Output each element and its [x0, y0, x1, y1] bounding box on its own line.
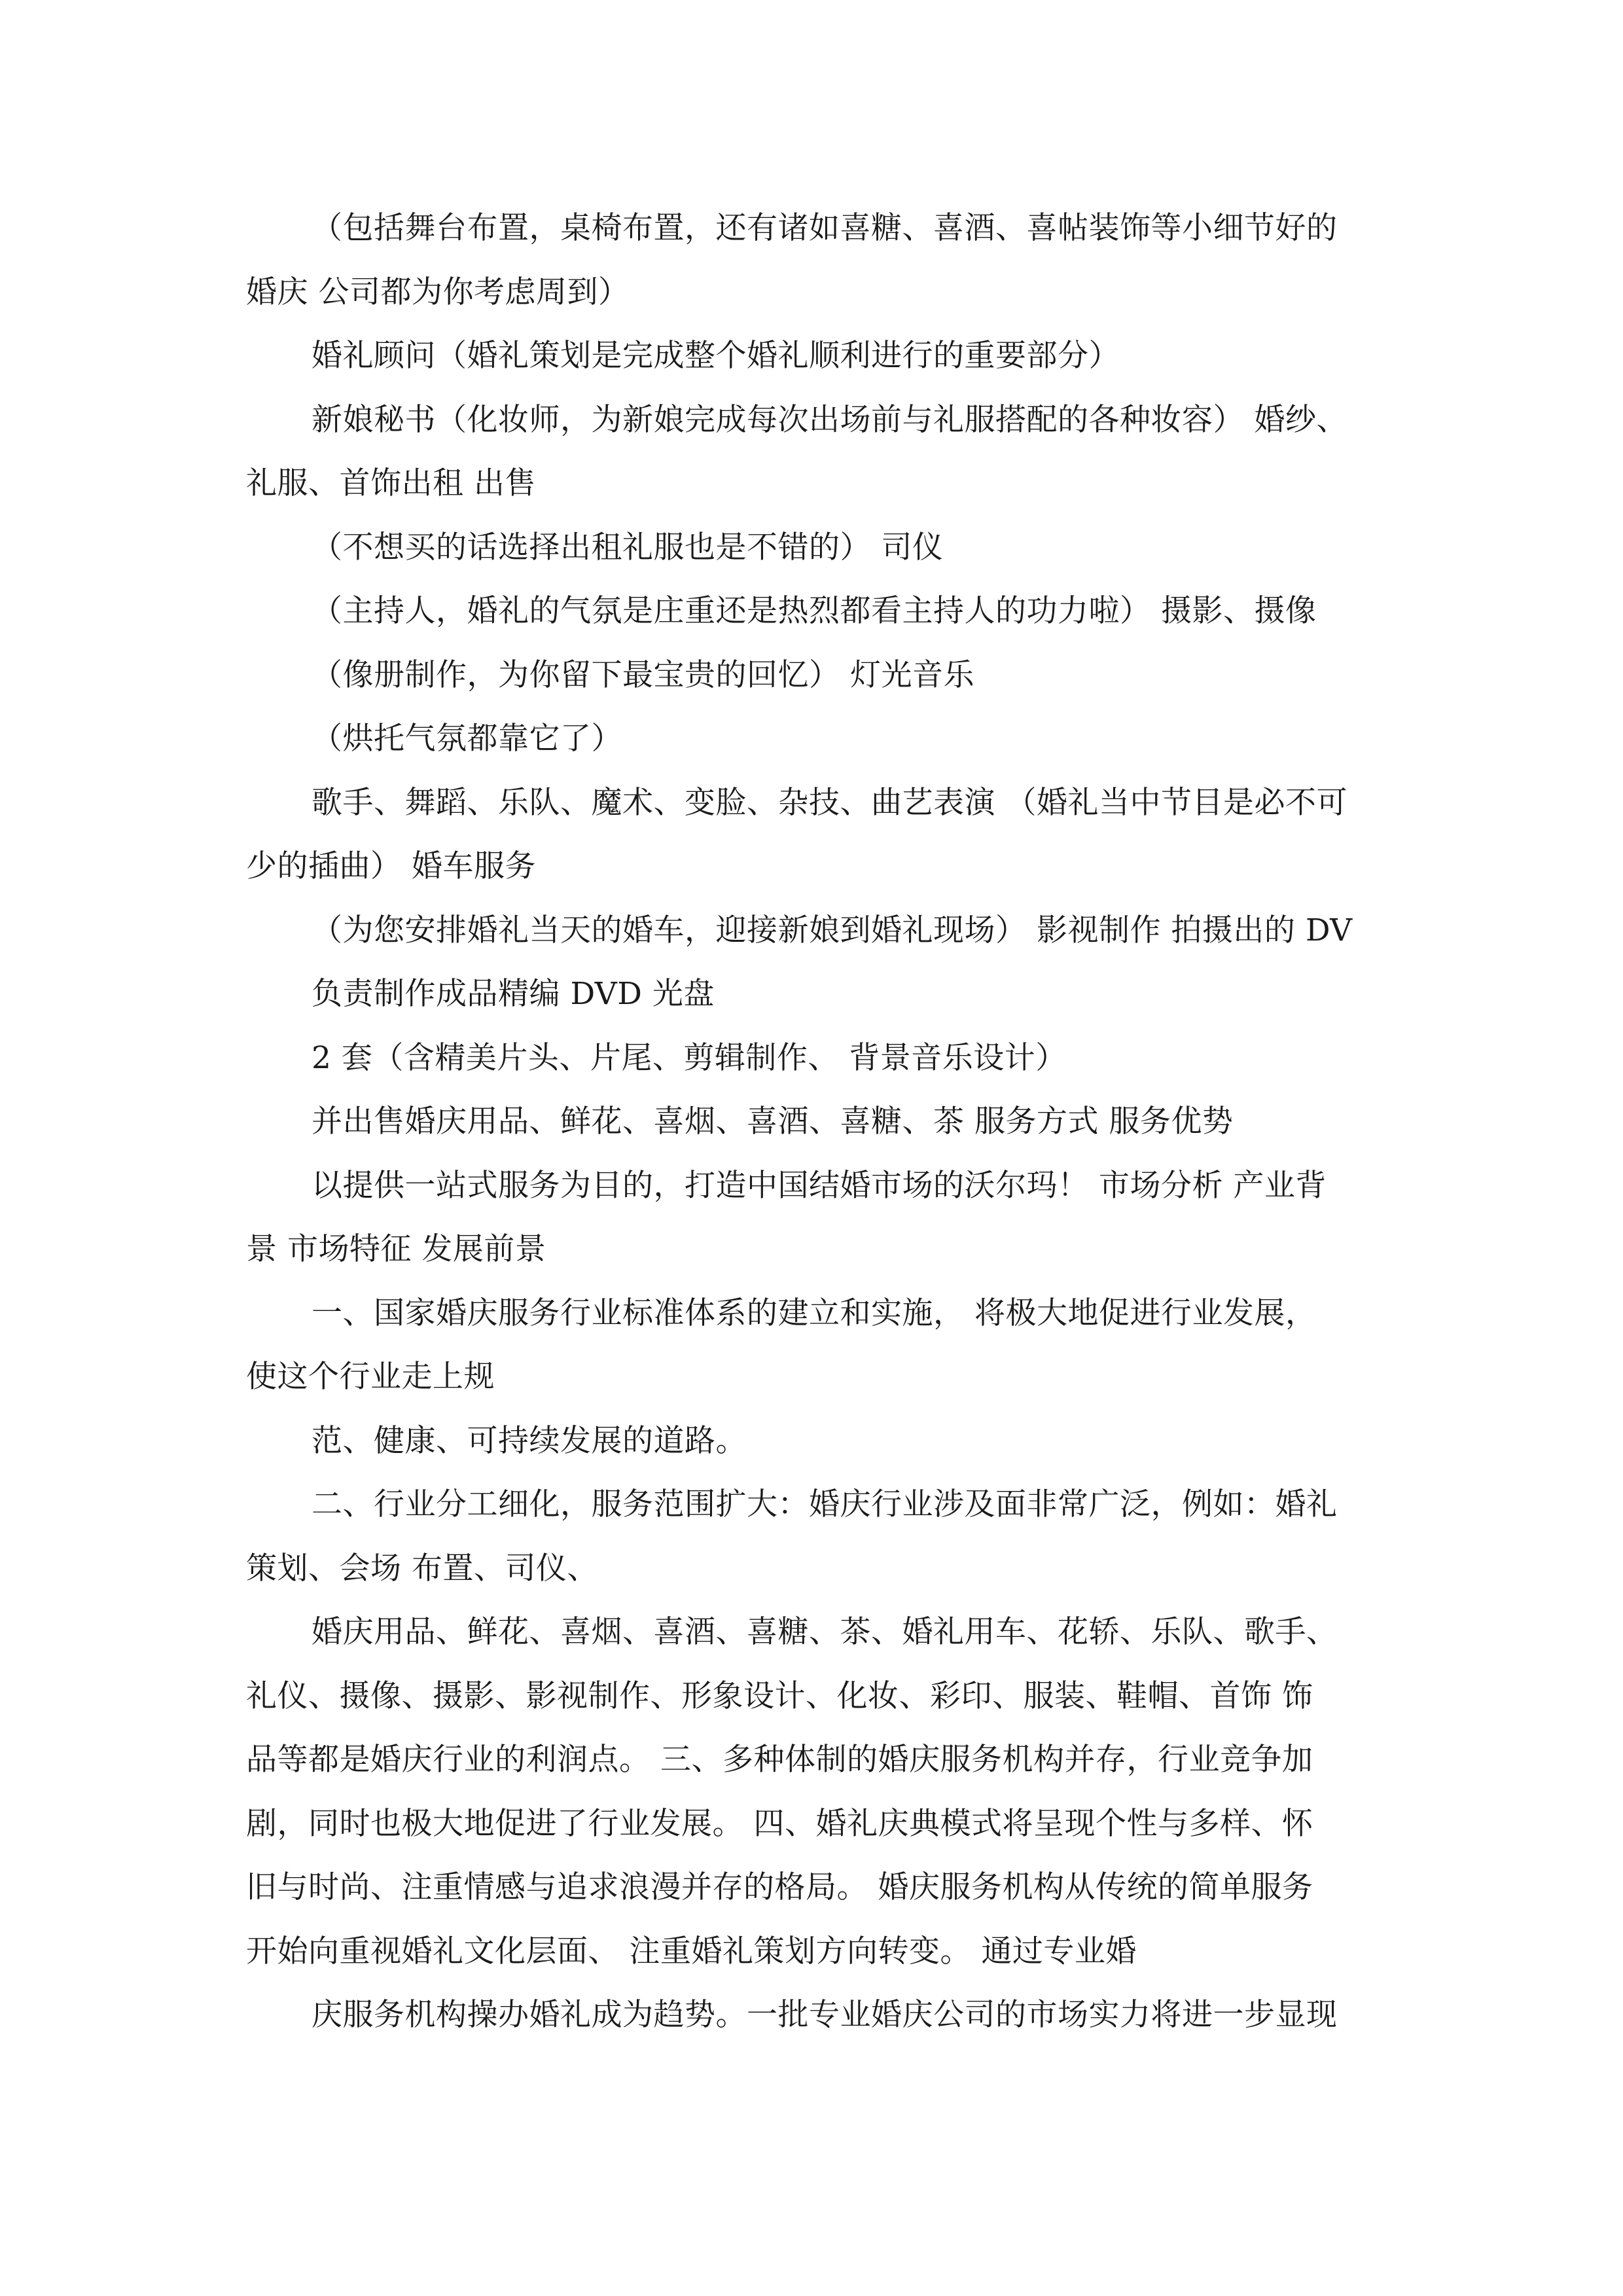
paragraph-line: 2 套（含精美片头、片尾、剪辑制作、 背景音乐设计） [312, 1039, 1067, 1076]
document-body [246, 196, 1378, 2047]
paragraph-line: 庆服务机构操办婚礼成为趋势。一批专业婚庆公司的市场实力将进一步显现 [312, 1997, 1338, 2033]
paragraph-line: 新娘秘书（化妆师，为新娘完成每次出场前与礼服搭配的各种妆容） 婚纱、 [312, 401, 1347, 438]
paragraph-line: 婚庆用品、鲜花、喜烟、喜酒、喜糖、茶、婚礼用车、花轿、乐队、歌手、 [312, 1614, 1338, 1650]
paragraph-line: 歌手、舞蹈、乐队、魔术、变脸、杂技、曲艺表演 （婚礼当中节目是必不可 [312, 784, 1347, 821]
paragraph-line: 并出售婚庆用品、鲜花、喜烟、喜酒、喜糖、茶 服务方式 服务优势 [312, 1103, 1234, 1139]
paragraph-continuation-line: 礼服、首饰出租 出售 [246, 465, 536, 501]
paragraph-continuation-line: 品等都是婚庆行业的利润点。 三、多种体制的婚庆服务机构并存，行业竞争加 [246, 1742, 1313, 1778]
paragraph-continuation-line: 旧与时尚、注重情感与追求浪漫并存的格局。 婚庆服务机构从传统的简单服务 [246, 1869, 1313, 1905]
paragraph-continuation-line: 少的插曲） 婚车服务 [246, 848, 536, 884]
paragraph-continuation-line: 剧，同时也极大地促进了行业发展。 四、婚礼庆典模式将呈现个性与多样、怀 [246, 1805, 1313, 1842]
paragraph-line: 范、健康、可持续发展的道路。 [312, 1422, 747, 1459]
paragraph-continuation-line: 使这个行业走上规 [246, 1359, 495, 1395]
paragraph-continuation-line: 婚庆 公司都为你考虑周到） [246, 274, 630, 310]
paragraph-continuation-line: 策划、会场 布置、司仪、 [246, 1550, 598, 1587]
paragraph-line: （主持人，婚礼的气氛是庄重还是热烈都看主持人的功力啦） 摄影、摄像 [312, 593, 1317, 629]
paragraph-line: （不想买的话选择出租礼服也是不错的） 司仪 [312, 529, 944, 565]
paragraph-line: （为您安排婚礼当天的婚车，迎接新娘到婚礼现场） 影视制作 拍摄出的 DV [312, 912, 1353, 948]
paragraph-line: （像册制作，为你留下最宝贵的回忆） 灯光音乐 [312, 656, 974, 693]
paragraph-line: （包括舞台布置，桌椅布置，还有诸如喜糖、喜酒、喜帖装饰等小细节好的 [312, 210, 1338, 246]
paragraph-line: 负责制作成品精编 DVD 光盘 [312, 976, 715, 1012]
paragraph-continuation-line: 景 市场特征 发展前景 [246, 1231, 546, 1267]
paragraph-line: 一、国家婚庆服务行业标准体系的建立和实施， 将极大地促进行业发展， [312, 1295, 1317, 1331]
paragraph-line: （烘托气氛都靠它了） [312, 721, 622, 757]
paragraph-line: 二、行业分工细化，服务范围扩大：婚庆行业涉及面非常广泛，例如：婚礼 [312, 1486, 1338, 1522]
paragraph-continuation-line: 礼仪、摄像、摄影、影视制作、形象设计、化妆、彩印、服装、鞋帽、首饰 饰 [246, 1677, 1313, 1714]
paragraph-continuation-line: 开始向重视婚礼文化层面、 注重婚礼策划方向转变。 通过专业婚 [246, 1933, 1137, 1969]
paragraph-line: 婚礼顾问（婚礼策划是完成整个婚礼顺利进行的重要部分） [312, 338, 1120, 374]
paragraph-line: 以提供一站式服务为目的，打造中国结婚市场的沃尔玛！ 市场分析 产业背 [312, 1167, 1327, 1204]
